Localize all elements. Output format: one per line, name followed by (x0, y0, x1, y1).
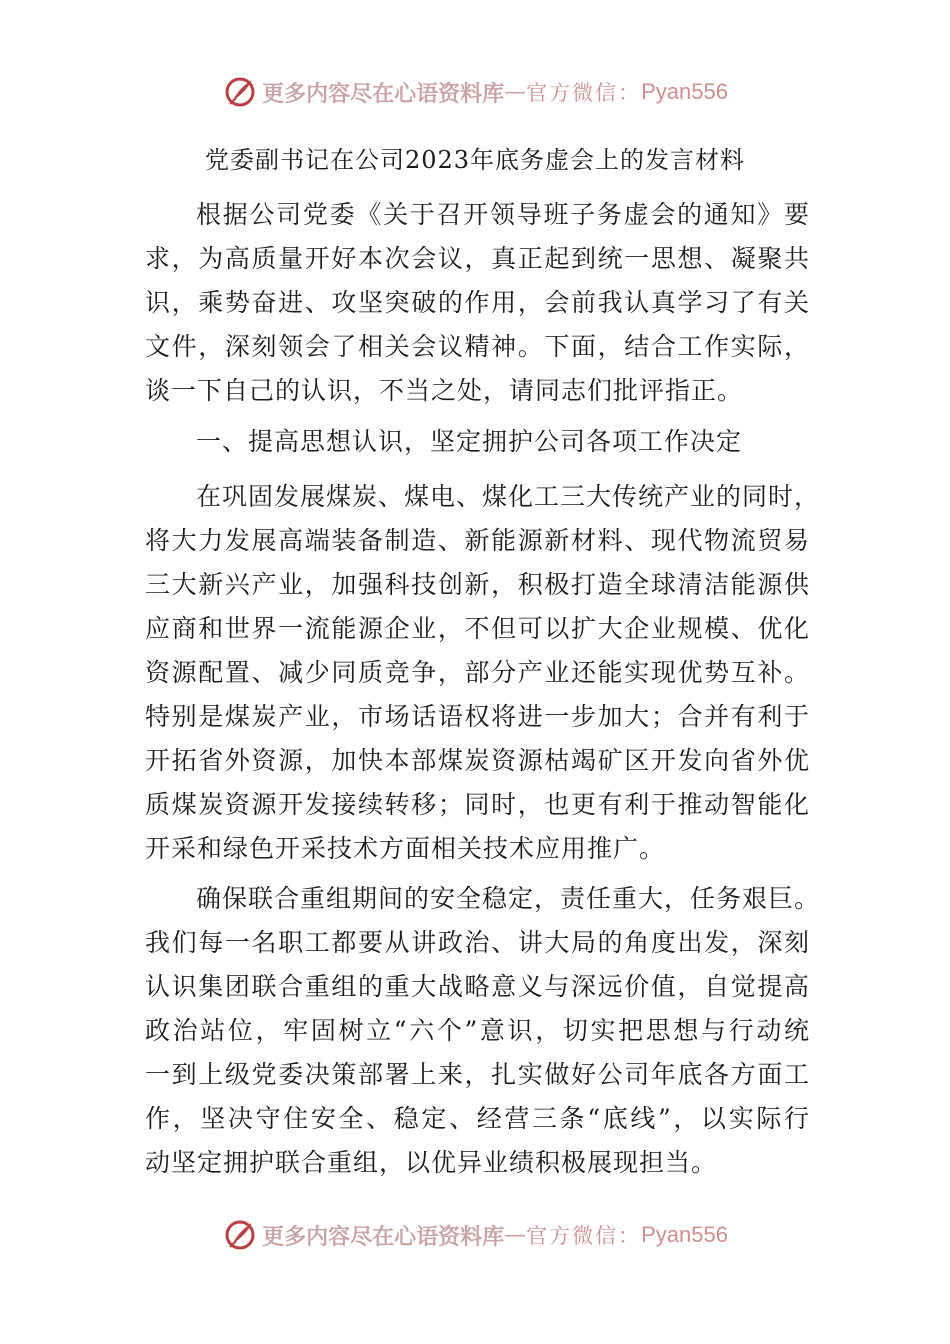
paragraph-line: 识，乘势奋进、攻坚突破的作用，会前我认真学习了有关 (145, 288, 810, 317)
paragraph-line: 一到上级党委决策部署上来，扎实做好公司年底各方面工 (145, 1060, 810, 1089)
paragraph-line: 文件，深刻领会了相关会议精神。下面，结合工作实际， (145, 332, 810, 361)
watermark-main-text: 更多内容尽在心语资料库 (262, 80, 505, 107)
watermark-separator: — (504, 1222, 527, 1248)
paragraph-line: 动坚定拥护联合重组，以优异业绩积极展现担当。 (145, 1148, 718, 1177)
watermark-label: 官方微信： (526, 81, 642, 105)
paragraph-line: 政治站位，牢固树立“六个”意识，切实把思想与行动统 (145, 1016, 810, 1045)
watermark-content (222, 74, 728, 110)
watermark-wechat-id: Pyan556 (641, 79, 728, 104)
watermark-content (222, 1217, 728, 1253)
watermark-wechat-id: Pyan556 (641, 1222, 728, 1247)
paragraph-line: 根据公司党委《关于召开领导班子务虚会的通知》要 (196, 200, 810, 229)
paragraph-line: 确保联合重组期间的安全稳定，责任重大，任务艰巨。 (196, 884, 821, 913)
paragraph-line: 求，为高质量开好本次会议，真正起到统一思想、凝聚共 (145, 244, 810, 273)
paragraph-line: 质煤炭资源开发接续转移；同时，也更有利于推动智能化 (145, 790, 810, 819)
paragraph-line: 将大力发展高端装备制造、新能源新材料、现代物流贸易 (145, 526, 810, 555)
paragraph-line: 在巩固发展煤炭、煤电、煤化工三大传统产业的同时， (196, 482, 821, 511)
quill-logo-icon (222, 74, 258, 110)
paragraph-line: 作，坚决守住安全、稳定、经营三条“底线”，以实际行 (145, 1104, 810, 1133)
paragraph-line: 认识集团联合重组的重大战略意义与深远价值，自觉提高 (145, 972, 810, 1001)
paragraph-line: 资源配置、减少同质竞争，部分产业还能实现优势互补。 (145, 658, 810, 687)
paragraph-line: 谈一下自己的认识，不当之处，请同志们批评指正。 (145, 376, 744, 405)
document-title: 党委副书记在公司2023年底务虚会上的发言材料 (204, 146, 746, 174)
quill-logo-icon (222, 1217, 258, 1253)
paragraph-line: 特别是煤炭产业，市场话语权将进一步加大；合并有利于 (145, 702, 810, 731)
paragraph-intro (145, 193, 810, 413)
watermark-label: 官方微信： (526, 1224, 642, 1248)
watermark-banner-top (0, 70, 950, 114)
section-heading-1: 一、提高思想认识，坚定拥护公司各项工作决定 (196, 427, 743, 456)
watermark-separator: — (504, 79, 527, 105)
paragraph-line: 应商和世界一流能源企业，不但可以扩大企业规模、优化 (145, 614, 810, 643)
paragraph-line: 我们每一名职工都要从讲政治、讲大局的角度出发，深刻 (145, 928, 810, 957)
watermark-main-text: 更多内容尽在心语资料库 (262, 1223, 505, 1250)
paragraph-line: 开拓省外资源，加快本部煤炭资源枯竭矿区开发向省外优 (145, 746, 810, 775)
watermark-banner-bottom (0, 1213, 950, 1257)
paragraph-restructuring (145, 877, 821, 1185)
paragraph-line: 开采和绿色开采技术方面相关技术应用推广。 (145, 834, 666, 863)
paragraph-industry (145, 475, 821, 871)
paragraph-line: 三大新兴产业，加强科技创新，积极打造全球清洁能源供 (145, 570, 810, 599)
